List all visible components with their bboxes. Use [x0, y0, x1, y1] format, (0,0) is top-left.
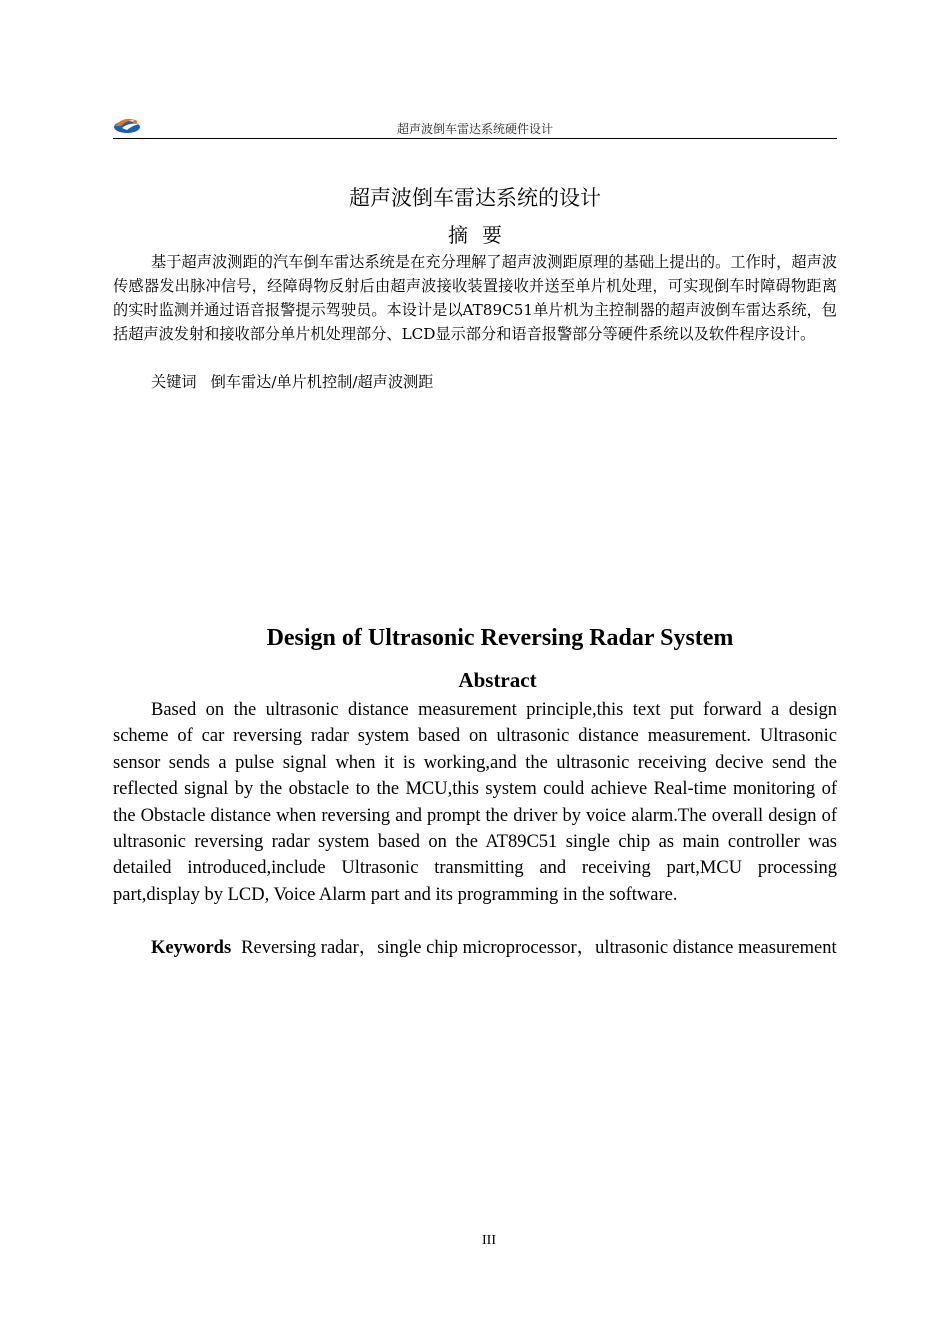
english-abstract-heading: Abstract: [458, 668, 537, 692]
page-header: [113, 112, 837, 139]
page-number: III: [482, 1233, 496, 1248]
english-keywords-label: Keywords: [151, 938, 232, 958]
chinese-title: 超声波倒车雷达系统的设计: [349, 186, 601, 210]
chinese-abstract-heading: 摘要: [448, 223, 516, 247]
english-keywords: [113, 935, 837, 961]
chinese-keywords-label: 关键词: [151, 373, 197, 391]
english-keywords-text: Reversing radar，single chip microprocessor，ultrasonic distance measurement: [241, 938, 837, 958]
chinese-keywords-text: 倒车雷达/单片机控制/超声波测距: [210, 373, 434, 391]
chinese-keywords: [151, 370, 433, 394]
header-title: 超声波倒车雷达系统硬件设计: [396, 122, 553, 136]
chinese-abstract-body: 基于超声波测距的汽车倒车雷达系统是在充分理解了超声波测距原理的基础上提出的。工作时，超声波传感器发出脉冲信号，经障碍物反射后由超声波接收装置接收并送至单片机处理，可实现倒车时障碍物距离的实时监测并通过语音报警提示驾驶员。本设计是以AT89C51单片机为主控制器的超声波倒车雷达系统，包括超声波发射和接收部分单片机处理部分、LCD显示部分和语音报警部分等硬件系统以及软件程序设计。: [113, 253, 837, 343]
english-title: Design of Ultrasonic Reversing Radar System: [266, 625, 734, 651]
english-abstract-body: Based on the ultrasonic distance measurement principle,this text put forward a design scheme of car reversing radar system based on ultrasonic distance measurement. Ultrasonic sensor sends a pulse signal when it is working,and the ultrasonic receiving decive send the reflected signal by the obstacle to the MCU,this system could achieve Real-time monitoring of the Obstacle distance when reversing and prompt the driver by voice alarm.The overall design of ultrasonic reversing radar system based on the AT89C51 single chip as main controller was detailed introduced,include Ultrasonic transmitting and receiving part,MCU processing part,display by LCD, Voice Alarm part and its programming in the software.: [113, 700, 837, 905]
